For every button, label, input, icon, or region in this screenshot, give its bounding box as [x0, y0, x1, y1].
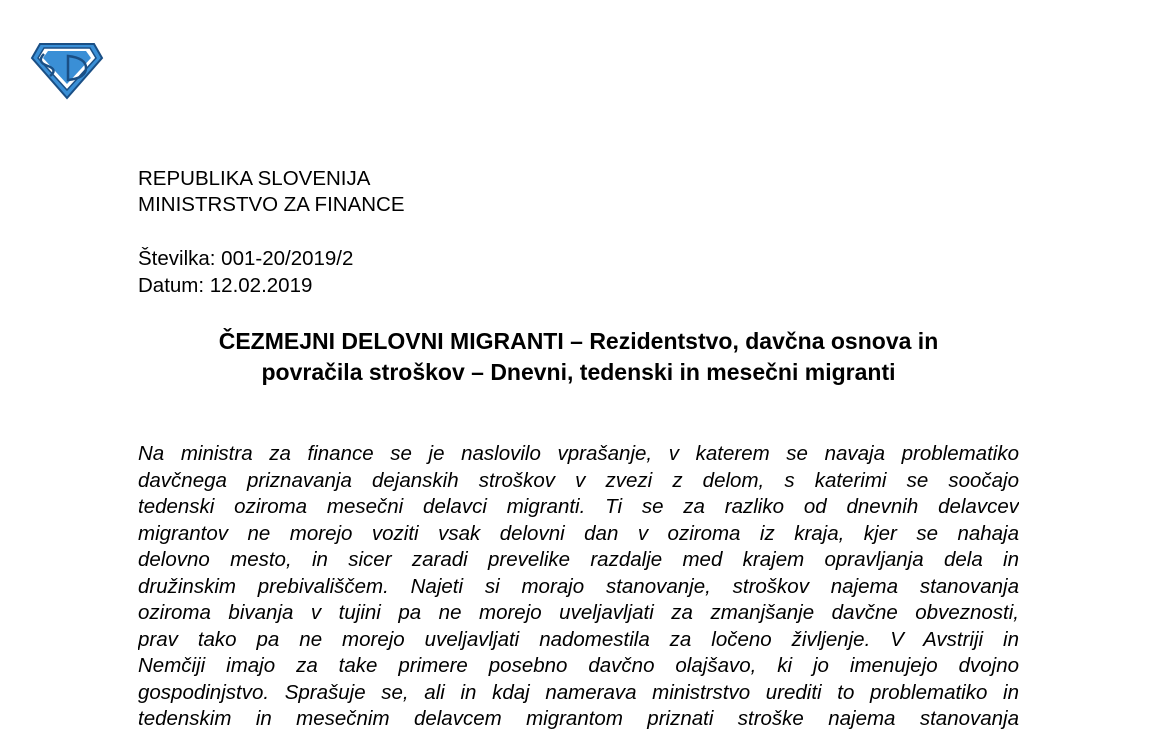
body-paragraph [138, 441, 1019, 733]
body-line: tedenskim in mesečnim delavcem migrantom priznati stroške najema stanovanja [138, 707, 1019, 730]
title-line-1: ČEZMEJNI DELOVNI MIGRANTI – Rezidentstvo, davčna osnova in [218, 328, 939, 354]
sd-logo [30, 40, 104, 100]
title-line-2: povračila stroškov – Dnevni, tedenski in mesečni migranti [261, 359, 896, 385]
body-line: migrantov ne morejo voziti vsak delovni dan v oziroma iz kraja, kjer se nahaja [138, 521, 1019, 545]
body-line: delovno mesto, in sicer zaradi prevelike razdalje med krajem opravljanja dela in [138, 548, 1019, 571]
body-line: Nemčiji imajo za take primere posebno davčno olajšavo, ki jo imenujejo dvojno [138, 654, 1019, 677]
issuer-line-republic: REPUBLIKA SLOVENIJA [138, 167, 371, 190]
sd-diamond-logo-icon [30, 40, 104, 100]
body-line: Na ministra za finance se je naslovilo vprašanje, v katerem se navaja problematiko [138, 442, 1019, 465]
body-line: tedenski oziroma mesečni delavci migranti. Ti se za razliko od dnevnih delavcev [138, 495, 1019, 518]
issuer-line-ministry: MINISTRSTVO ZA FINANCE [138, 193, 405, 216]
document-meta [138, 245, 353, 299]
body-line: prav tako pa ne morejo uveljavljati nadomestila za ločeno življenje. V Avstriji in [138, 627, 1019, 651]
document-title [138, 326, 1019, 388]
body-line: družinskim prebivališčem. Najeti si morajo stanovanje, stroškov najema stanovanja [138, 574, 1019, 598]
document-date: Datum: 12.02.2019 [138, 274, 313, 297]
body-line: gospodinjstvo. Sprašuje se, ali in kdaj namerava ministrstvo urediti to problematiko in [138, 680, 1019, 704]
body-line: oziroma bivanja v tujini pa ne morejo uveljavljati za zmanjšanje davčne obveznosti, [138, 601, 1019, 624]
issuer-block [138, 166, 405, 218]
document-number: Številka: 001-20/2019/2 [138, 247, 354, 270]
body-line: davčnega priznavanja dejanskih stroškov v zvezi z delom, s katerimi se soočajo [138, 468, 1019, 492]
